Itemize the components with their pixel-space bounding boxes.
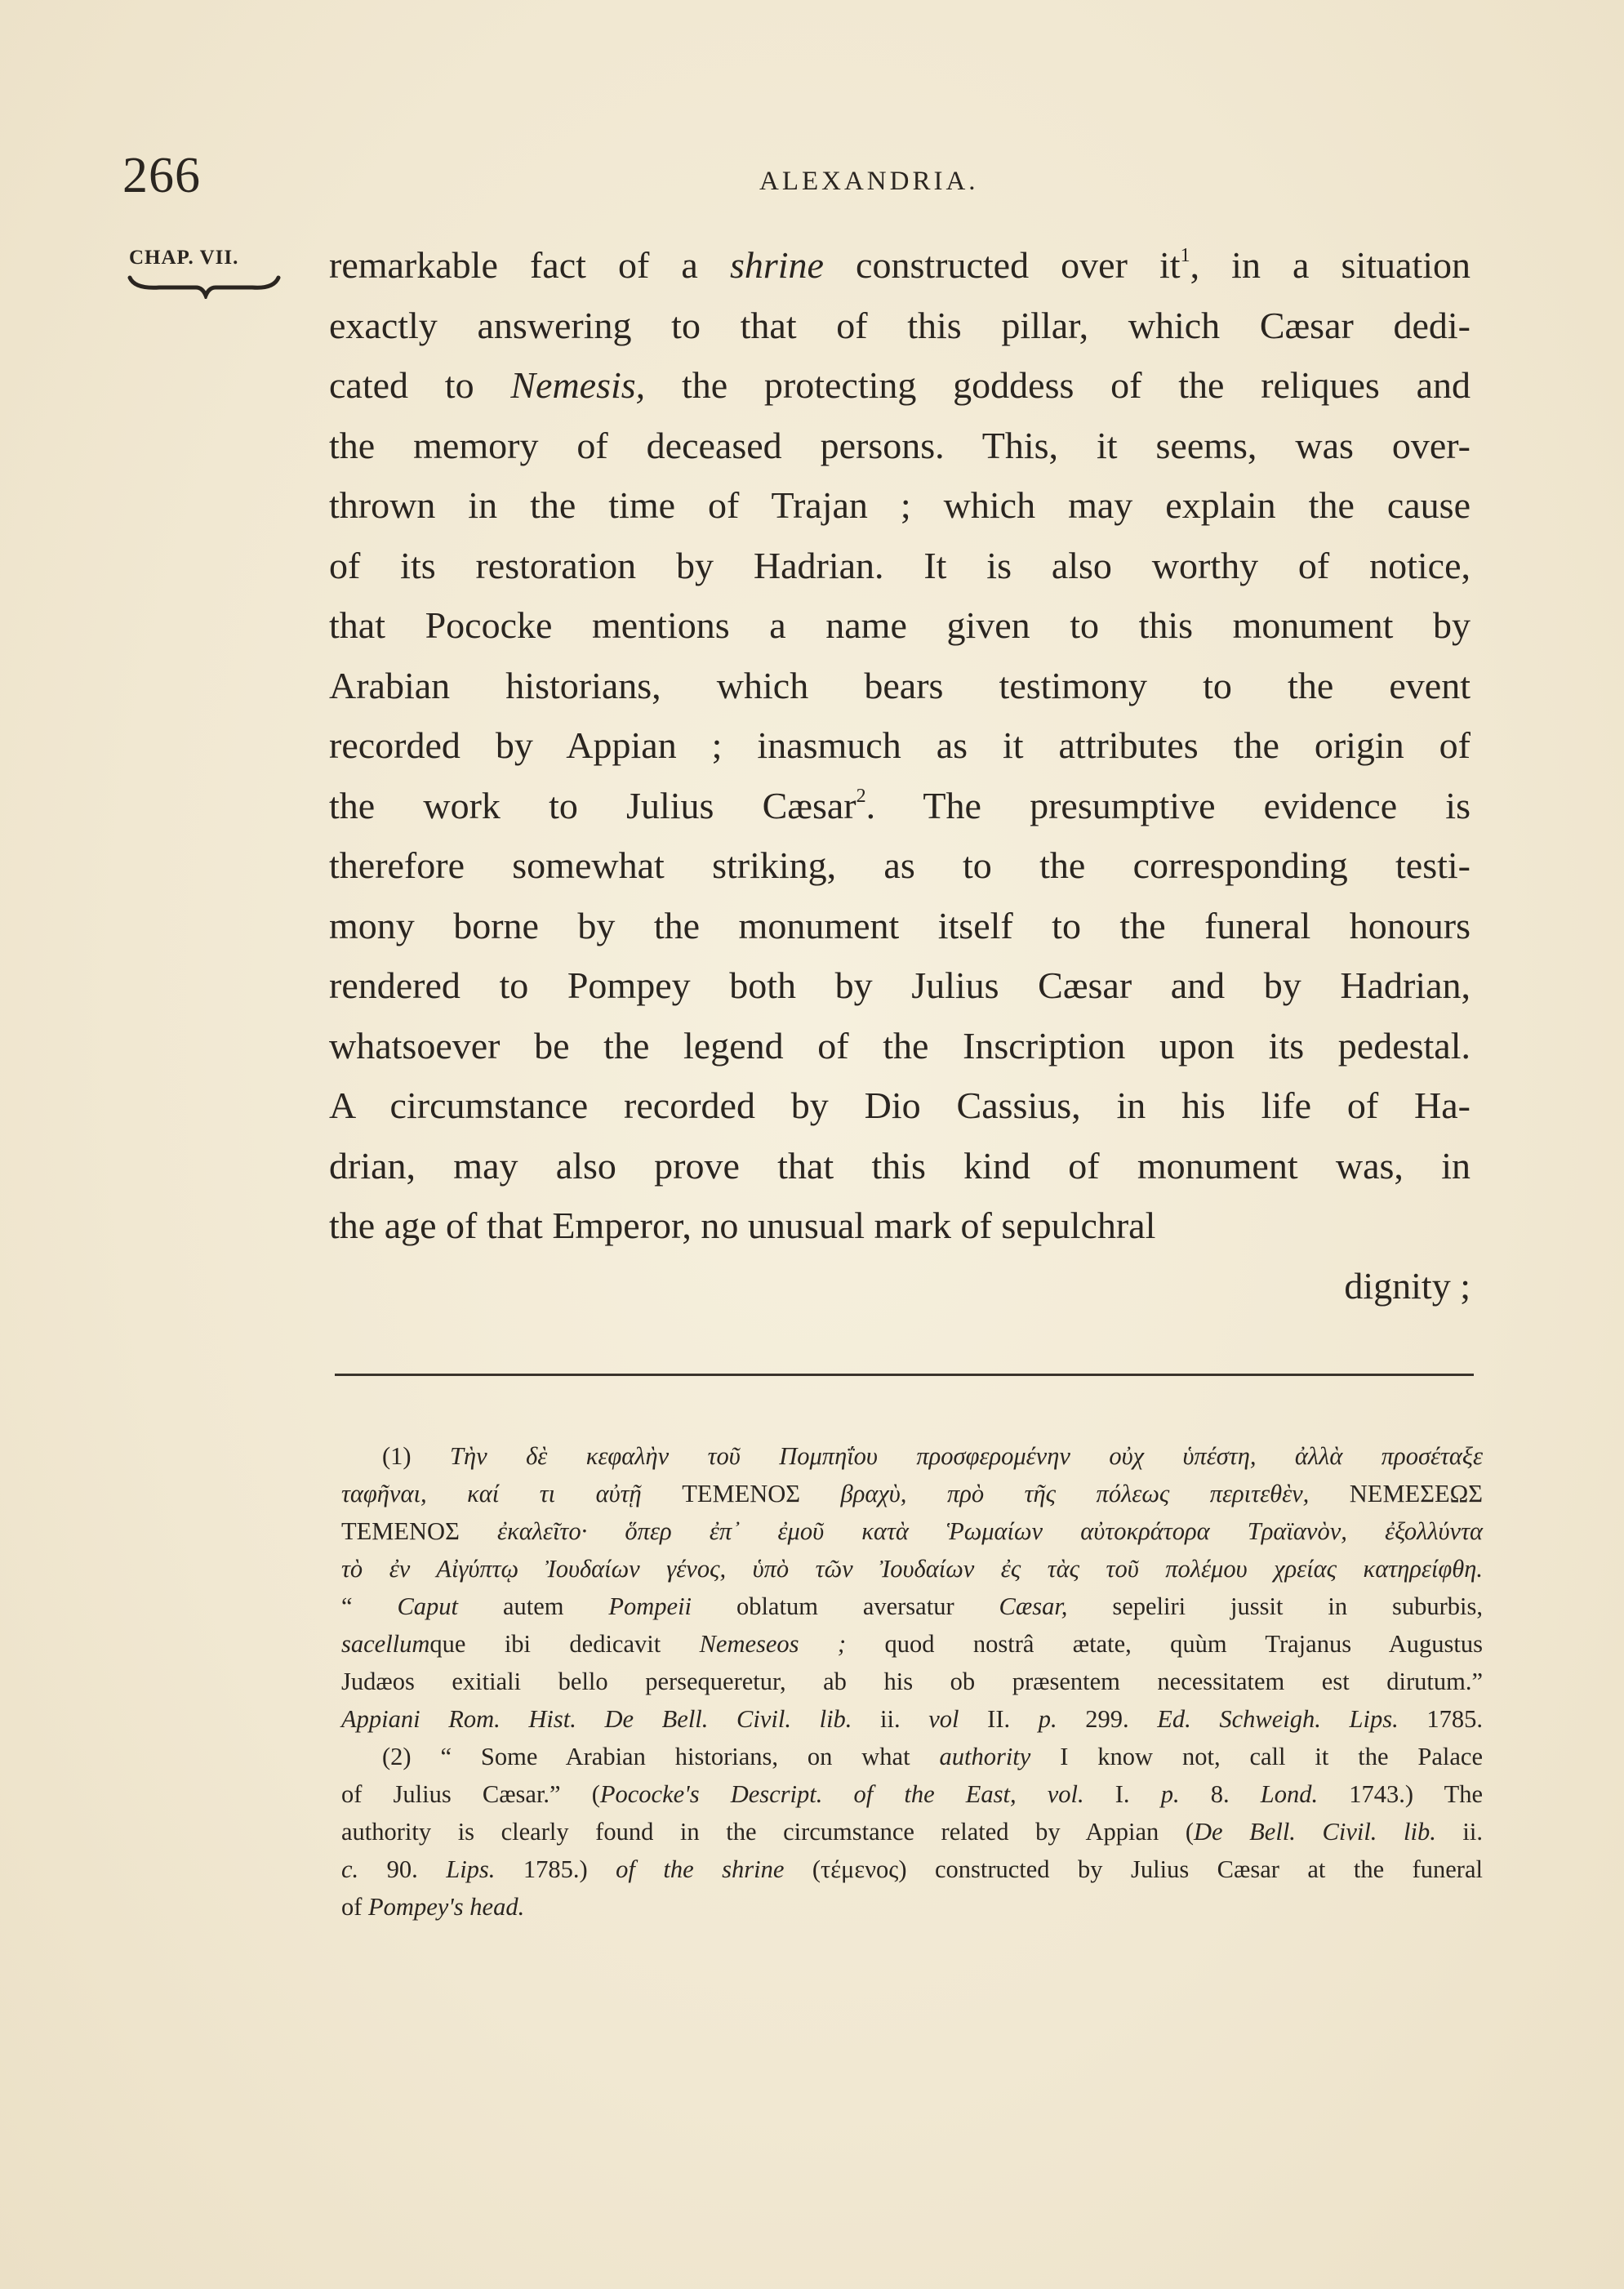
footnote-1-line: ταφῆναι, καί τι αὐτῇ ΤΕΜΕΝΟΣ βραχὺ, πρὸ τῆς πόλεως περιτεθὲν, ΝΕΜΕΣΕΩΣ [341,1480,1483,1507]
footnote-ref-2: 2 [856,785,866,807]
footnote-1-line: (1) Τὴν δὲ κεφαλὴν τοῦ Πομπηΐου προσφερομένην οὐχ ὑπέστη, ἀλλὰ προσέταξε [382,1442,1484,1470]
text-line: that Pococke mentions a name given to this monument by [329,604,1470,646]
footnote-2-line: (2) “ Some Arabian historians, on what authority I know not, call it the Palace [382,1743,1483,1770]
footnote-1-line: Judæos exitiali bello persequeretur, ab his ob præsentem necessitatem est dirutum.” [341,1668,1483,1695]
footnote-divider [335,1374,1474,1376]
footnote-ref-1: 1 [1180,245,1190,266]
text-line: thrown in the time of Trajan ; which may explain the cause [329,484,1470,526]
text-line: drian, may also prove that this kind of monument was, in [329,1144,1470,1187]
catchword: dignity ; [1344,1264,1470,1307]
footnotes [341,1437,1483,1926]
running-head: ALEXANDRIA. [759,167,979,196]
footnote-1-line: “ Caput autem Pompeii oblatum aversatur Cæsar, sepeliri jussit in suburbis, [341,1592,1483,1620]
text-line: recorded by Appian ; inasmuch as it attributes the origin of [329,724,1470,766]
text-line: whatsoever be the legend of the Inscription upon its pedestal. [329,1024,1470,1067]
footnote-1-line: ΤΕΜΕΝΟΣ ἐκαλεῖτο· ὅπερ ἐπ᾽ ἐμοῦ κατὰ Ῥωμαίων αὐτοκράτορα Τραϊανὸν, ἐξολλύντα [341,1517,1483,1545]
text-line: rendered to Pompey both by Julius Cæsar and by Hadrian, [329,964,1470,1006]
text-line: therefore somewhat striking, as to the corresponding testi- [329,844,1470,886]
text-line: cated to Nemesis, the protecting goddess of the reliques and [329,364,1470,406]
footnote-1-line: sacellumque ibi dedicavit Nemeseos ; quod nostrâ ætate, quùm Trajanus Augustus [341,1630,1483,1658]
footnote-2-line: authority is clearly found in the circumstance related by Appian (De Bell. Civil. lib. ii. [341,1818,1484,1846]
text-line: A circumstance recorded by Dio Cassius, in his life of Ha- [329,1084,1470,1126]
text-line: the memory of deceased persons. This, it seems, was over- [329,424,1470,466]
text-line: exactly answering to that of this pillar, which Cæsar dedi- [329,304,1470,346]
page-number: 266 [122,148,201,203]
footnote-2-label: (2) [382,1743,412,1770]
footnote-2-line: of Pompey's head. [341,1893,525,1921]
footnote-2-line: c. 90. Lips. 1785.) of the shrine (τέμενος) constructed by Julius Cæsar at the funeral [341,1855,1483,1883]
main-text [329,235,1470,1316]
text-line: remarkable fact of a shrine constructed over $it^1$, in a situation [329,244,1470,286]
chapter-brace-ornament [127,274,282,299]
footnote-2-line: of Julius Cæsar.” (Pococke's Descript. of the East, vol. I. p. 8. Lond. 1743.) The [341,1780,1483,1808]
footnote-1-line: τὸ ἐν Αἰγύπτῳ Ἰουδαίων γένος, ὑπὸ τῶν Ἰουδαίων ἐς τὰς τοῦ πολέμου χρείας κατηρείφθη. [341,1555,1483,1583]
text-line: of its restoration by Hadrian. It is also worthy of notice, [329,544,1470,586]
text-line: the work to Julius Cæsar$^2$. The presumptive evidence is [329,784,1470,826]
text-line: Arabian historians, which bears testimony to the event [329,664,1470,706]
chapter-label: CHAP. VII. [129,247,239,269]
footnote-1-citation: Appiani Rom. Hist. De Bell. Civil. lib. ii. vol II. p. 299. Ed. Schweigh. Lips. 1785. [341,1705,1483,1733]
text-line: mony borne by the monument itself to the funeral honours [329,904,1470,946]
footnote-1-label: (1) [382,1442,412,1470]
text-line: the age of that Emperor, no unusual mark of sepulchral [329,1205,1156,1246]
